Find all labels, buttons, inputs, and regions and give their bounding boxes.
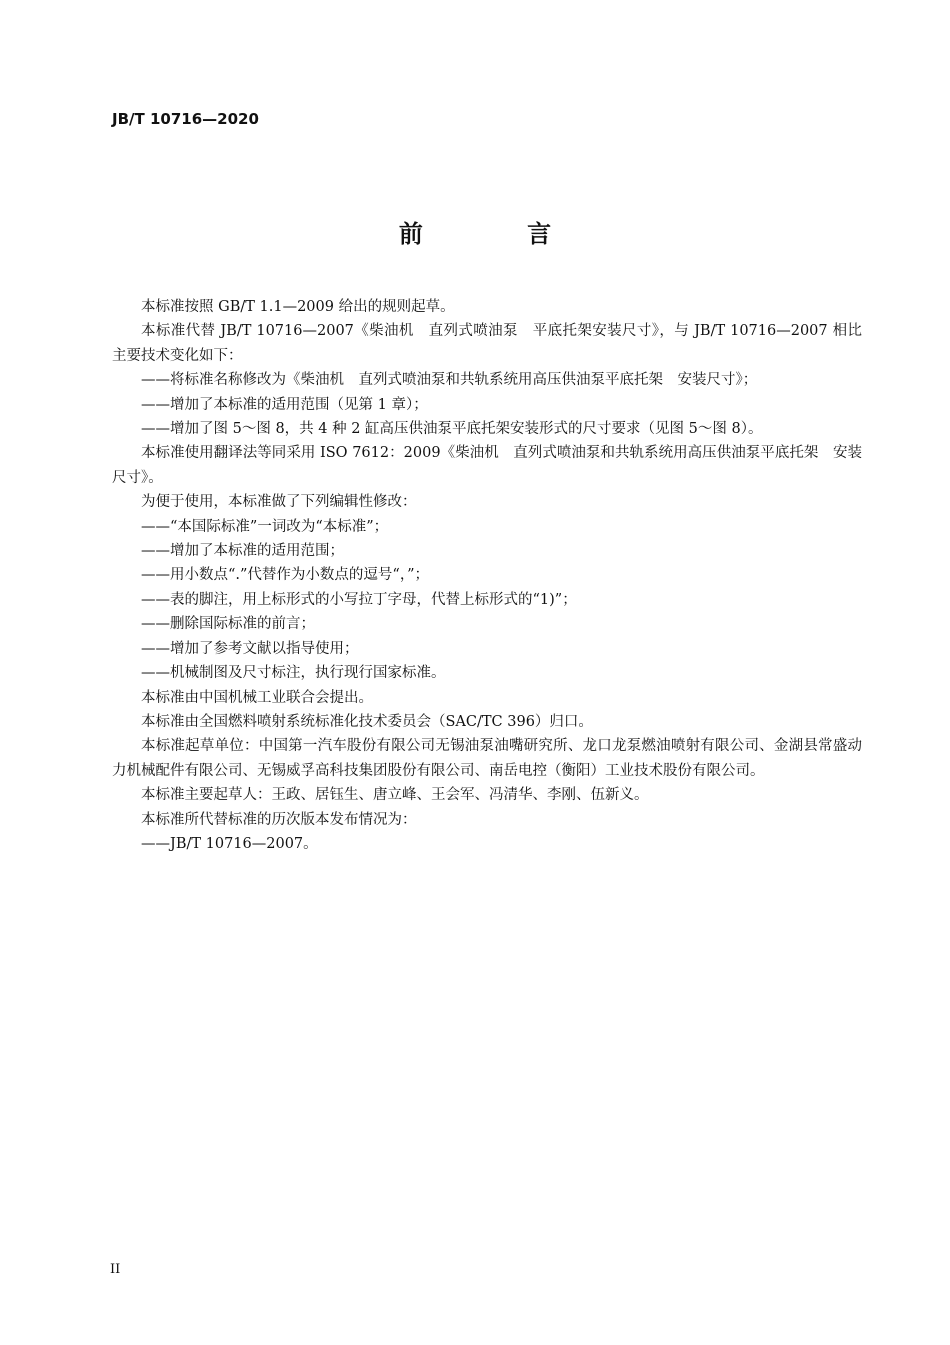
list-item: ——表的脚注，用上标形式的小写拉丁字母，代替上标形式的“1)”； — [141, 591, 577, 608]
list-item: ——增加了图 5～图 8，共 4 种 2 缸高压供油泵平底托架安装形式的尺寸要求（见图 5～图 8）。 — [141, 421, 763, 438]
paragraph: 本标准主要起草人：王政、居钰生、唐立峰、王会军、冯清华、李刚、伍新义。 — [141, 787, 649, 804]
paragraph: 本标准按照 GB/T 1.1—2009 给出的规则起草。 — [141, 299, 455, 315]
page-title: 前 言 — [398, 220, 600, 248]
paragraph: 本标准起草单位：中国第一汽车股份有限公司无锡油泵油嘴研究所、龙口龙泵燃油喷射有限公司、金湖县常盛动力机械配件有限公司、无锡威孚高科技集团股份有限公司、南岳电控（衡阳）工业技术股份有限公司。 — [112, 738, 862, 779]
list-item: ——增加了本标准的适用范围； — [141, 543, 344, 560]
paragraph: 为便于使用，本标准做了下列编辑性修改： — [141, 494, 417, 511]
paragraph: 本标准使用翻译法等同采用 ISO 7612：2009《柴油机 直列式喷油泵和共轨系统用高压供油泵平底托架 安装尺寸》。 — [112, 445, 862, 486]
list-item: ——JB/T 10716—2007。 — [141, 835, 318, 852]
list-item: ——删除国际标准的前言； — [141, 616, 315, 633]
list-item: ——将标准名称修改为《柴油机 直列式喷油泵和共轨系统用高压供油泵平底托架 安装尺寸》； — [141, 372, 758, 389]
list-item: ——机械制图及尺寸标注，执行现行国家标准。 — [141, 665, 446, 682]
page-number: II — [110, 1262, 121, 1277]
list-item: ——“本国际标准”一词改为“本标准”； — [141, 518, 389, 535]
document-id: JB/T 10716—2020 — [112, 110, 259, 128]
paragraph: 本标准代替 JB/T 10716—2007《柴油机 直列式喷油泵 平底托架安装尺寸》，与 JB/T 10716—2007 相比主要技术变化如下： — [112, 323, 862, 364]
foreword-body — [112, 295, 862, 856]
list-item: ——用小数点“.”代替作为小数点的逗号“，”； — [141, 567, 430, 584]
paragraph: 本标准所代替标准的历次版本发布情况为： — [141, 811, 417, 828]
paragraph: 本标准由中国机械工业联合会提出。 — [141, 689, 373, 706]
list-item: ——增加了参考文献以指导使用； — [141, 640, 359, 657]
paragraph: 本标准由全国燃料喷射系统标准化技术委员会（SAC/TC 396）归口。 — [141, 713, 593, 730]
list-item: ——增加了本标准的适用范围（见第 1 章）； — [141, 396, 428, 413]
